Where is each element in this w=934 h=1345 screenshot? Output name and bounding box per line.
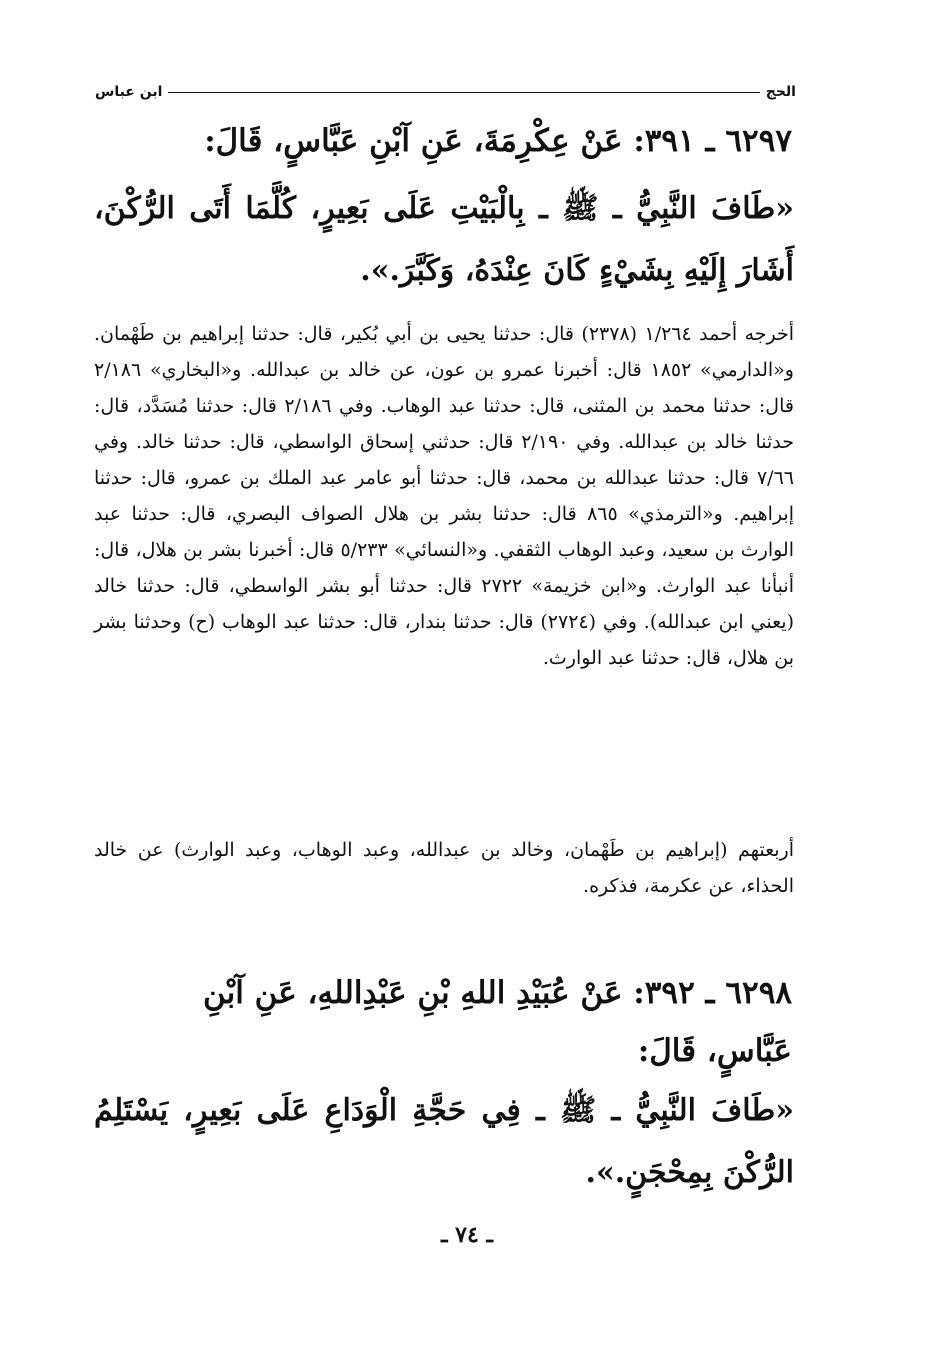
- hadith-6298-text: «طَافَ النَّبِيُّ ـ ﷺ ـ فِي حَجَّةِ الْوَدَاعِ عَلَى بَعِيرٍ، يَسْتَلِمُ الرُّكْنَ بِمِحْجَنٍ.».: [94, 1093, 794, 1190]
- hadith-6297-takhrij: أخرجه أحمد ١/٢٦٤ (٢٣٧٨) قال: حدثنا يحيى بن أبي بُكير، قال: حدثنا إبراهيم بن طَهْمان. و«الدارمي» ١٨٥٢ قال: أخبرنا عمرو بن عون، عن خالد بن عبدالله. و«البخاري» ٢/١٨٦ قال: حدثنا محمد بن المثنى، قال: حدثنا عبد الوهاب. وفي ٢/١٨٦ قال: حدثنا مُسَدَّد، قال: حدثنا خالد بن عبدالله. وفي ٢/١٩٠ قال: حدثني إسحاق الواسطي، قال: حدثنا خالد. وفي ٧/٦٦ قال: حدثنا عبدالله بن محمد، قال: حدثنا أبو عامر عبد الملك بن عمرو، قال: حدثنا إبراهيم. و«الترمذي» ٨٦٥ قال: حدثنا بشر بن هلال الصواف البصري، قال: حدثنا عبد الوارث بن سعيد، وعبد الوهاب الثقفي. و«النسائي» ٥/٢٣٣ قال: أخبرنا بشر بن هلال، قال: أنبأنا عبد الوارث. و«ابن خزيمة» ٢٧٢٢ قال: حدثنا أبو بشر الواسطي، قال: حدثنا خالد (يعني ابن عبدالله). وفي (٢٧٢٤) قال: حدثنا بندار، قال: حدثنا عبد الوهاب (ح) وحدثنا بشر بن هلال، قال: حدثنا عبد الوارث.: [94, 323, 795, 669]
- hadith-6297-heading: ٦٢٩٧ ـ ٣٩١: عَنْ عِكْرِمَةَ، عَنِ آبْنِ عَبَّاسٍ، قَالَ:: [204, 123, 792, 159]
- header-rule: [168, 92, 759, 93]
- hadith-6297-text: «طَافَ النَّبِيُّ ـ ﷺ ـ بِالْبَيْتِ عَلَى بَعِيرٍ، كُلَّمَا أَتَى الرُّكْنَ، أَشَارَ إِلَيْهِ بِشَيْءٍ كَانَ عِنْدَهُ، وَكَبَّرَ.».: [94, 191, 794, 288]
- running-header: [95, 80, 796, 104]
- hadith-6297-takhrij-summary: أربعتهم (إبراهيم بن طَهْمان، وخالد بن عبدالله، وعبد الوهاب، وعبد الوارث) عن خالد الحذاء، عن عكرمة، فذكره.: [94, 839, 794, 897]
- header-chapter: الحج: [765, 84, 796, 100]
- page-number: ـ ٧٤ ـ: [441, 1222, 493, 1248]
- header-narrator: ابن عباس: [95, 84, 163, 100]
- hadith-6298-heading: ٦٢٩٨ ـ ٣٩٢: عَنْ عُبَيْدِ اللهِ بْنِ عَبْدِاللهِ، عَنِ آبْنِ عَبَّاسٍ، قَالَ:: [203, 975, 792, 1069]
